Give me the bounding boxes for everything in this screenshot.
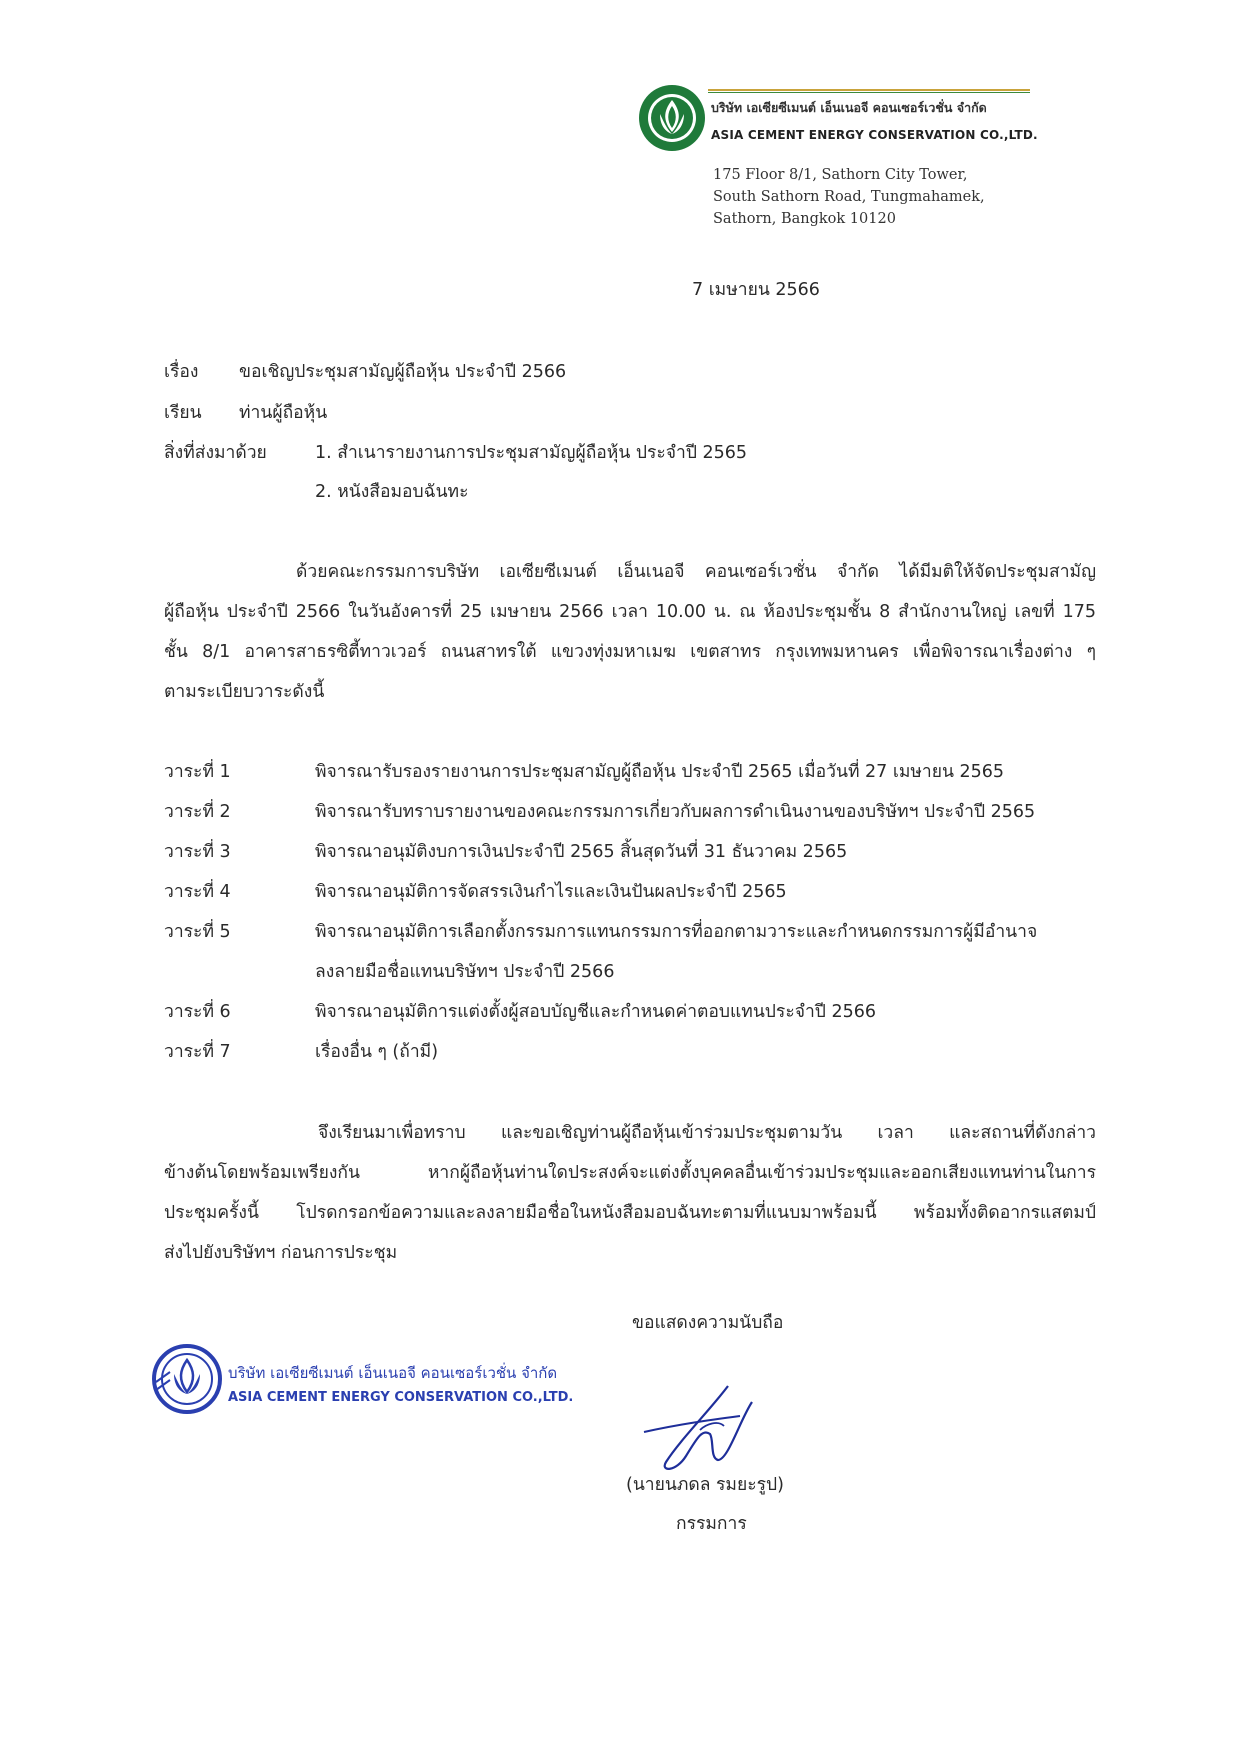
intro-line-3: ชั้น 8/1 อาคารสาธรซิตี้ทาวเวอร์ ถนนสาทรใต้ แขวงทุ่งมหาเมฆ เขตสาทร กรุงเทพมหานคร เพื่อพิจารณาเรื่องต่าง ๆ [164, 642, 1096, 662]
to-label: เรียน [164, 403, 202, 423]
subject-text: ขอเชิญประชุมสามัญผู้ถือหุ้น ประจำปี 2566 [239, 362, 567, 382]
agenda-text-6: พิจารณาอนุมัติการแต่งตั้งผู้สอบบัญชีและกำหนดค่าตอบแทนประจำปี 2566 [315, 1002, 876, 1022]
agenda-label-5: วาระที่ 5 [164, 922, 231, 942]
agenda-text-3: พิจารณาอนุมัติงบการเงินประจำปี 2565 สิ้นสุดวันที่ 31 ธันวาคม 2565 [315, 842, 848, 862]
agenda-text-1: พิจารณารับรองรายงานการประชุมสามัญผู้ถือหุ้น ประจำปี 2565 เมื่อวันที่ 27 เมษายน 2565 [315, 762, 1005, 782]
header-rule-gold [708, 89, 1030, 91]
closing-line-1: จึงเรียนมาเพื่อทราบ และขอเชิญท่านผู้ถือหุ้นเข้าร่วมประชุมตามวัน เวลา และสถานที่ดังกล่าว [318, 1123, 1096, 1143]
address-line-1: 175 Floor 8/1, Sathorn City Tower, [713, 167, 968, 183]
closing-line-4: ส่งไปยังบริษัทฯ ก่อนการประชุม [164, 1243, 398, 1263]
agenda-label-4: วาระที่ 4 [164, 882, 231, 902]
company-logo-icon [638, 84, 706, 152]
regards-text: ขอแสดงความนับถือ [632, 1313, 784, 1333]
header-rule-green [708, 92, 1030, 93]
agenda-label-3: วาระที่ 3 [164, 842, 231, 862]
header-company-english: ASIA CEMENT ENERGY CONSERVATION CO.,LTD. [711, 128, 1038, 142]
address-line-3: Sathorn, Bangkok 10120 [713, 211, 896, 227]
agenda-text-5b: ลงลายมือชื่อแทนบริษัทฯ ประจำปี 2566 [315, 962, 615, 982]
address-line-2: South Sathorn Road, Tungmahamek, [713, 189, 985, 205]
subject-label: เรื่อง [164, 362, 199, 382]
to-text: ท่านผู้ถือหุ้น [239, 403, 328, 423]
signer-name: (นายนภดล รมยะรูป) [626, 1475, 784, 1495]
intro-line-4: ตามระเบียบวาระดังนี้ [164, 682, 325, 702]
enclosures-label: สิ่งที่ส่งมาด้วย [164, 443, 267, 463]
stamp-company-thai: บริษัท เอเซียซีเมนต์ เอ็นเนอจี คอนเซอร์เวชั่น จำกัด [228, 1364, 558, 1382]
agenda-text-7: เรื่องอื่น ๆ (ถ้ามี) [315, 1042, 439, 1062]
enclosure-item-1: 1. สำเนารายงานการประชุมสามัญผู้ถือหุ้น ประจำปี 2565 [315, 443, 748, 463]
intro-line-1: ด้วยคณะกรรมการบริษัท เอเซียซีเมนต์ เอ็นเนอจี คอนเซอร์เวชั่น จำกัด ได้มีมติให้จัดประชุมสามัญ [296, 562, 1096, 582]
signer-position: กรรมการ [676, 1514, 747, 1534]
agenda-text-5a: พิจารณาอนุมัติการเลือกตั้งกรรมการแทนกรรมการที่ออกตามวาระและกำหนดกรรมการผู้มีอำนาจ [315, 922, 1038, 942]
agenda-text-4: พิจารณาอนุมัติการจัดสรรเงินกำไรและเงินปันผลประจำปี 2565 [315, 882, 787, 902]
letter-date: 7 เมษายน 2566 [692, 280, 820, 300]
agenda-label-6: วาระที่ 6 [164, 1002, 231, 1022]
agenda-label-7: วาระที่ 7 [164, 1042, 231, 1062]
agenda-label-1: วาระที่ 1 [164, 762, 231, 782]
company-stamp-icon [150, 1342, 224, 1416]
enclosure-item-2: 2. หนังสือมอบฉันทะ [315, 482, 469, 502]
agenda-label-2: วาระที่ 2 [164, 802, 231, 822]
closing-line-3: ประชุมครั้งนี้ โปรดกรอกข้อความและลงลายมือชื่อในหนังสือมอบฉันทะตามที่แนบมาพร้อมนี้ พร้อมทั้งติดอากรแสตมป์ [164, 1203, 1096, 1223]
intro-line-2: ผู้ถือหุ้น ประจำปี 2566 ในวันอังคารที่ 25 เมษายน 2566 เวลา 10.00 น. ณ ห้องประชุมชั้น 8 สำนักงานใหญ่ เลขที่ 175 [164, 602, 1096, 622]
stamp-company-english: ASIA CEMENT ENERGY CONSERVATION CO.,LTD. [228, 1390, 574, 1405]
agenda-text-2: พิจารณารับทราบรายงานของคณะกรรมการเกี่ยวกับผลการดำเนินงานของบริษัทฯ ประจำปี 2565 [315, 802, 1036, 822]
signature-icon [640, 1380, 790, 1480]
closing-line-2: ข้างต้นโดยพร้อมเพรียงกัน หากผู้ถือหุ้นท่านใดประสงค์จะแต่งตั้งบุคคลอื่นเข้าร่วมประชุมและออกเสียงแทนท่านในการ [164, 1163, 1096, 1183]
header-company-thai: บริษัท เอเซียซีเมนต์ เอ็นเนอจี คอนเซอร์เวชั่น จำกัด [711, 100, 987, 115]
